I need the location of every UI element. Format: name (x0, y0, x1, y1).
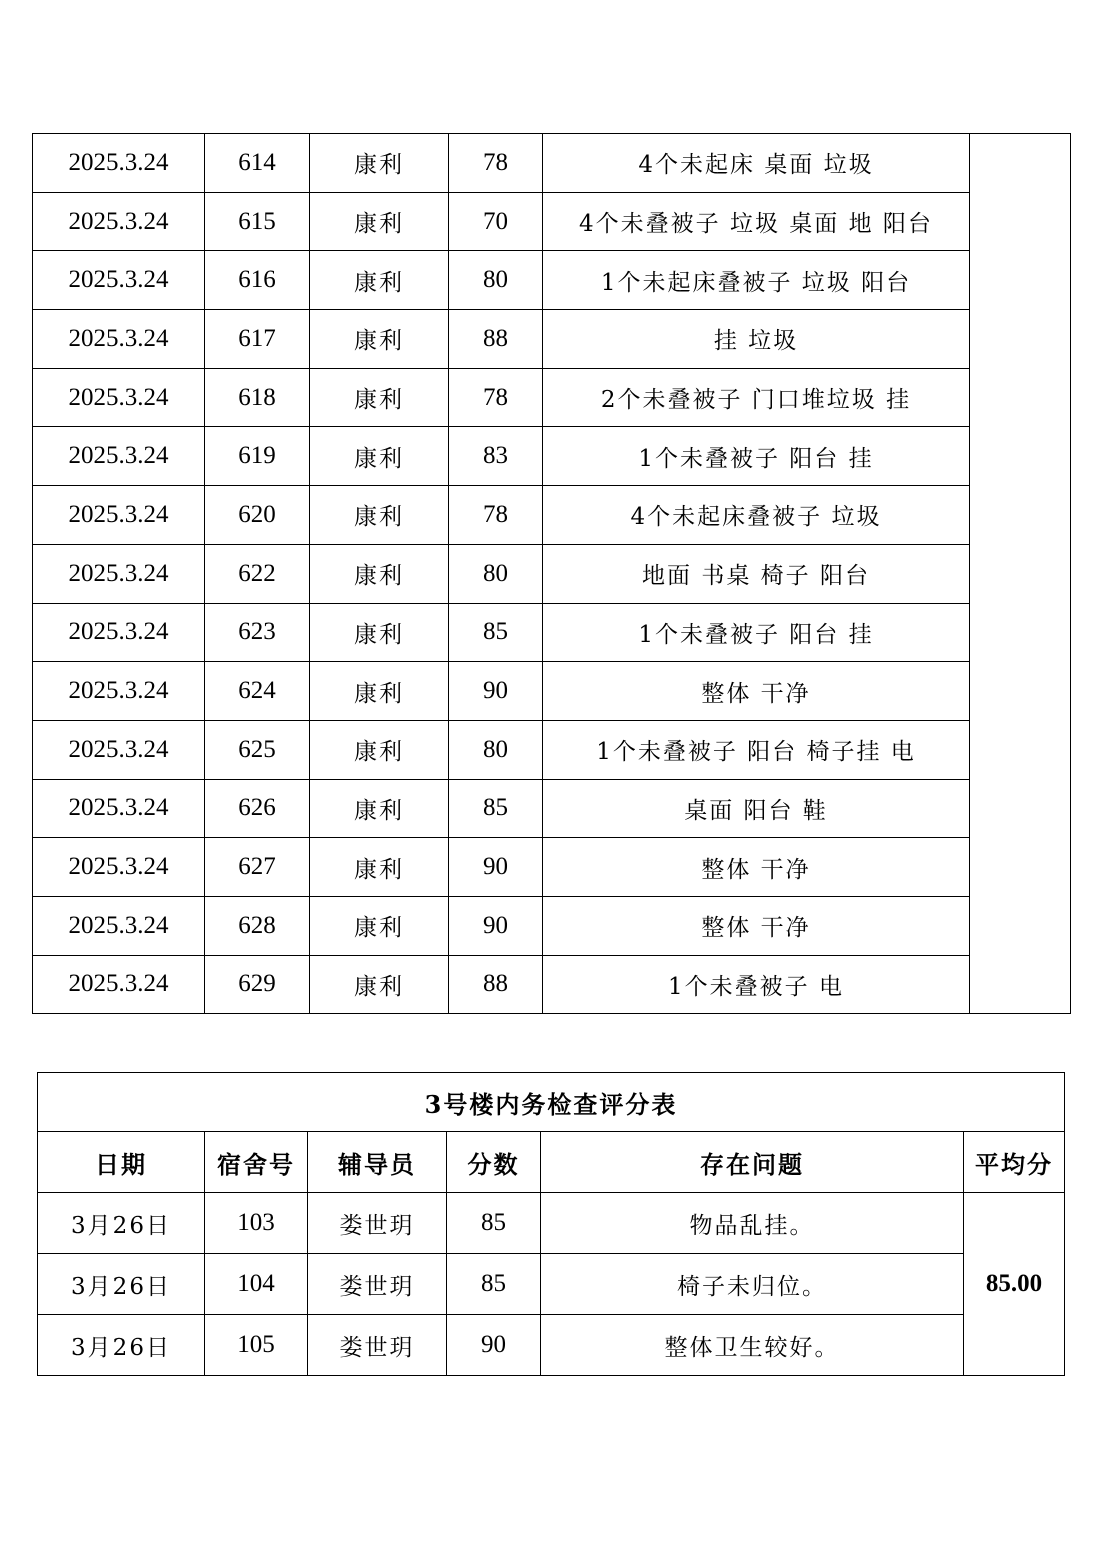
table-row (33, 427, 1071, 486)
cell-date: 2025.3.24 (33, 134, 205, 193)
cell-counselor: 康利 (310, 662, 449, 721)
cell-issues: 1个未叠被子 阳台 挂 (543, 603, 970, 662)
header-room: 宿舍号 (205, 1132, 308, 1193)
cell-date: 2025.3.24 (33, 486, 205, 545)
table-row (33, 486, 1071, 545)
cell-room: 615 (205, 192, 310, 251)
cell-room: 618 (205, 368, 310, 427)
cell-score: 88 (449, 955, 543, 1014)
header-date: 日期 (38, 1132, 205, 1193)
cell-room: 622 (205, 544, 310, 603)
cell-score: 85 (449, 779, 543, 838)
table-row (33, 720, 1071, 779)
table-title-row (38, 1073, 1065, 1132)
cell-room: 105 (205, 1315, 308, 1376)
cell-date: 2025.3.24 (33, 544, 205, 603)
cell-score: 78 (449, 134, 543, 193)
cell-issues: 地面 书桌 椅子 阳台 (543, 544, 970, 603)
cell-date: 2025.3.24 (33, 427, 205, 486)
table-row (33, 544, 1071, 603)
building3-score-table (37, 1072, 1065, 1376)
table-row (33, 251, 1071, 310)
cell-date: 2025.3.24 (33, 838, 205, 897)
table-row (33, 779, 1071, 838)
cell-date: 2025.3.24 (33, 192, 205, 251)
inspection-table-body (33, 134, 1071, 1014)
cell-date: 3月26日 (38, 1254, 205, 1315)
cell-score: 78 (449, 486, 543, 545)
cell-counselor: 康利 (310, 544, 449, 603)
cell-room: 617 (205, 310, 310, 369)
cell-issues: 4个未起床叠被子 垃圾 (543, 486, 970, 545)
cell-counselor: 娄世玥 (308, 1315, 447, 1376)
cell-date: 3月26日 (38, 1193, 205, 1254)
cell-room: 627 (205, 838, 310, 897)
cell-score: 70 (449, 192, 543, 251)
cell-date: 3月26日 (38, 1315, 205, 1376)
table-row (38, 1193, 1065, 1254)
table-row (33, 896, 1071, 955)
cell-counselor: 娄世玥 (308, 1254, 447, 1315)
cell-room: 628 (205, 896, 310, 955)
cell-date: 2025.3.24 (33, 662, 205, 721)
table-row (33, 368, 1071, 427)
cell-room: 104 (205, 1254, 308, 1315)
cell-score: 78 (449, 368, 543, 427)
cell-counselor: 康利 (310, 310, 449, 369)
cell-date: 2025.3.24 (33, 368, 205, 427)
table-row (33, 310, 1071, 369)
cell-room: 623 (205, 603, 310, 662)
cell-issues: 1个未叠被子 电 (543, 955, 970, 1014)
cell-room: 620 (205, 486, 310, 545)
cell-issues: 4个未起床 桌面 垃圾 (543, 134, 970, 193)
table-row (33, 192, 1071, 251)
cell-counselor: 康利 (310, 368, 449, 427)
cell-date: 2025.3.24 (33, 720, 205, 779)
cell-counselor: 康利 (310, 955, 449, 1014)
cell-issues: 1个未起床叠被子 垃圾 阳台 (543, 251, 970, 310)
table-header-row (38, 1132, 1065, 1193)
cell-score: 90 (449, 838, 543, 897)
table-row (33, 603, 1071, 662)
cell-score: 80 (449, 251, 543, 310)
cell-counselor: 康利 (310, 192, 449, 251)
cell-room: 619 (205, 427, 310, 486)
cell-room: 614 (205, 134, 310, 193)
cell-score: 85 (449, 603, 543, 662)
header-counselor: 辅导员 (308, 1132, 447, 1193)
cell-score: 85 (447, 1193, 541, 1254)
cell-room: 624 (205, 662, 310, 721)
cell-issues: 整体 干净 (543, 896, 970, 955)
cell-issues: 椅子未归位。 (541, 1254, 964, 1315)
cell-counselor: 娄世玥 (308, 1193, 447, 1254)
cell-counselor: 康利 (310, 603, 449, 662)
cell-score: 90 (449, 662, 543, 721)
table-row (33, 955, 1071, 1014)
cell-score: 85 (447, 1254, 541, 1315)
cell-score: 80 (449, 544, 543, 603)
inspection-table-continued (32, 133, 1071, 1014)
cell-counselor: 康利 (310, 134, 449, 193)
cell-counselor: 康利 (310, 427, 449, 486)
cell-room: 626 (205, 779, 310, 838)
cell-room: 103 (205, 1193, 308, 1254)
average-score: 85.00 (964, 1193, 1065, 1376)
cell-issues: 整体 干净 (543, 838, 970, 897)
header-issues: 存在问题 (541, 1132, 964, 1193)
cell-counselor: 康利 (310, 838, 449, 897)
cell-issues: 物品乱挂。 (541, 1193, 964, 1254)
cell-issues: 整体卫生较好。 (541, 1315, 964, 1376)
cell-counselor: 康利 (310, 896, 449, 955)
cell-issues: 桌面 阳台 鞋 (543, 779, 970, 838)
cell-date: 2025.3.24 (33, 310, 205, 369)
cell-date: 2025.3.24 (33, 896, 205, 955)
cell-issues: 整体 干净 (543, 662, 970, 721)
cell-score: 80 (449, 720, 543, 779)
cell-issues: 挂 垃圾 (543, 310, 970, 369)
cell-issues: 1个未叠被子 阳台 椅子挂 电 (543, 720, 970, 779)
table-row (38, 1315, 1065, 1376)
header-score: 分数 (447, 1132, 541, 1193)
table-row (33, 838, 1071, 897)
table-row (33, 134, 1071, 193)
cell-score: 83 (449, 427, 543, 486)
cell-score: 90 (449, 896, 543, 955)
cell-score: 90 (447, 1315, 541, 1376)
cell-room: 616 (205, 251, 310, 310)
table-title: 3号楼内务检查评分表 (38, 1073, 1065, 1132)
cell-counselor: 康利 (310, 779, 449, 838)
cell-counselor: 康利 (310, 720, 449, 779)
cell-average-empty (970, 134, 1071, 1014)
cell-score: 88 (449, 310, 543, 369)
cell-date: 2025.3.24 (33, 779, 205, 838)
cell-issues: 4个未叠被子 垃圾 桌面 地 阳台 (543, 192, 970, 251)
cell-date: 2025.3.24 (33, 251, 205, 310)
cell-issues: 2个未叠被子 门口堆垃圾 挂 (543, 368, 970, 427)
cell-issues: 1个未叠被子 阳台 挂 (543, 427, 970, 486)
table-row (33, 662, 1071, 721)
table-row (38, 1254, 1065, 1315)
cell-date: 2025.3.24 (33, 955, 205, 1014)
cell-room: 629 (205, 955, 310, 1014)
cell-counselor: 康利 (310, 486, 449, 545)
header-average: 平均分 (964, 1132, 1065, 1193)
cell-date: 2025.3.24 (33, 603, 205, 662)
cell-counselor: 康利 (310, 251, 449, 310)
cell-room: 625 (205, 720, 310, 779)
